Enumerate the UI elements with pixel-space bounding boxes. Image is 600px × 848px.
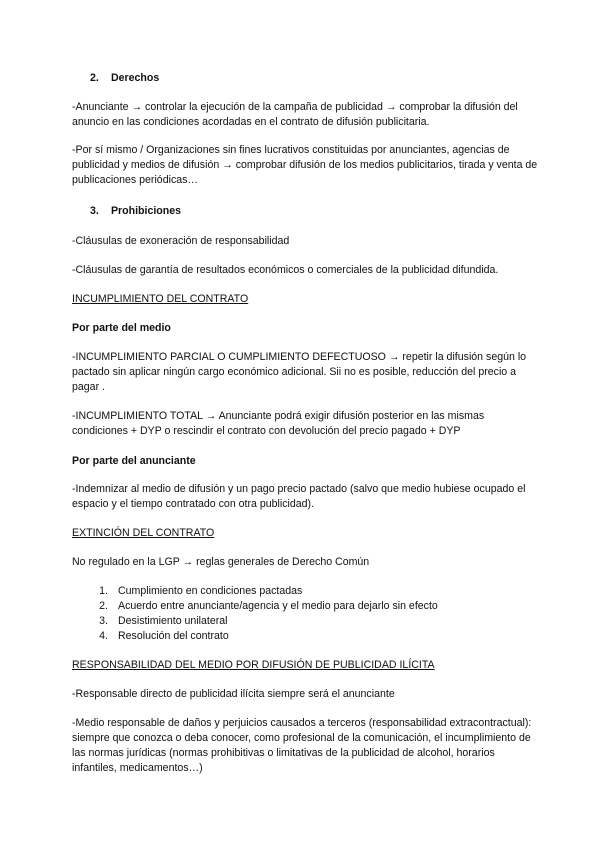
paragraph-prohibiciones-2: -Cláusulas de garantía de resultados económicos o comerciales de la publicidad difundida.: [72, 264, 499, 276]
list-item: 2. Acuerdo entre anunciante/agencia y el medio para dejarlo sin efecto: [99, 600, 438, 612]
list-item: 1. Cumplimiento en condiciones pactadas: [99, 585, 303, 597]
section-title-incumplimiento: INCUMPLIMIENTO DEL CONTRATO: [72, 293, 249, 305]
section-title-extincion: EXTINCIÓN DEL CONTRATO: [72, 527, 215, 539]
paragraph-prohibiciones-1: -Cláusulas de exoneración de responsabilidad: [72, 235, 290, 247]
paragraph-derechos-2: -Por sí mismo / Organizaciones sin fines lucrativos constituidas por anunciantes, agencias de publicidad y medios de difusión → comprobar difusión de los medios publicitarios, tirada y venta de publicaciones periódicas…: [72, 144, 538, 186]
list-item: 4. Resolución del contrato: [99, 630, 229, 642]
list-item: 3. Desistimiento unilateral: [99, 615, 228, 627]
extincion-list: [72, 584, 540, 644]
paragraph-responsabilidad-1: -Responsable directo de publicidad ilícita siempre será el anunciante: [72, 688, 395, 700]
heading-number: 2.: [90, 72, 99, 84]
heading-number: 3.: [90, 205, 99, 217]
section-title-responsabilidad: RESPONSABILIDAD DEL MEDIO POR DIFUSIÓN DE PUBLICIDAD ILÍCITA: [72, 659, 435, 671]
paragraph-anunciante-1: -Indemnizar al medio de difusión y un pago precio pactado (salvo que medio hubiese ocupado el espacio y el tiempo contratado con otra publicidad).: [72, 483, 526, 510]
heading-derechos: [90, 71, 540, 86]
paragraph-derechos-1: -Anunciante → controlar la ejecución de la campaña de publicidad → comprobar la difusión del anuncio en las condiciones acordadas en el contrato de difusión publicitaria.: [72, 101, 518, 128]
paragraph-responsabilidad-2: -Medio responsable de daños y perjuicios causados a terceros (responsabilidad extracontractual): siempre que conozca o deba conocer, como profesional de la comunicación, el incumplimiento de las normas jurídicas (normas prohibitivas o limitativas de la publicidad de alcohol, horarios infantiles, medicamentos…): [72, 717, 532, 774]
heading-title: Prohibiciones: [110, 205, 182, 217]
paragraph-medio-1: -INCUMPLIMIENTO PARCIAL O CUMPLIMIENTO DEFECTUOSO → repetir la difusión según lo pactado sin aplicar ningún cargo económico adicional. Sii no es posible, reducción del precio a pagar .: [72, 351, 527, 393]
subheading-anunciante: Por parte del anunciante: [72, 455, 196, 467]
heading-title: Derechos: [110, 72, 160, 84]
paragraph-extincion-intro: No regulado en la LGP → reglas generales de Derecho Común: [72, 556, 370, 568]
paragraph-medio-2: -INCUMPLIMIENTO TOTAL → Anunciante podrá exigir difusión posterior en las mismas condiciones + DYP o rescindir el contrato con devolución del precio pagado + DYP: [72, 410, 485, 437]
heading-prohibiciones: [90, 204, 540, 219]
subheading-medio: Por parte del medio: [72, 322, 171, 334]
